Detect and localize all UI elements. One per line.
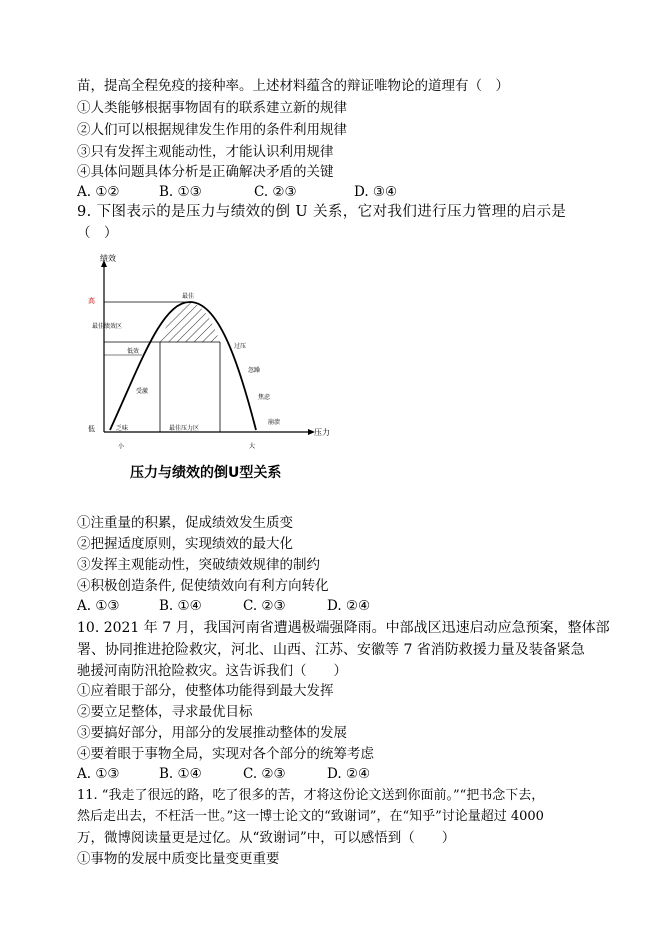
q8-option-2: ②人们可以根据规律发生作用的条件利用规律 xyxy=(77,122,347,138)
anxious-label: 忽躁 xyxy=(248,367,261,374)
excited-label: 受激 xyxy=(136,388,149,395)
q9-option-1: ①注重量的积累，促成绩效发生质变 xyxy=(77,515,293,531)
q8-option-1: ①人类能够根据事物固有的联系建立新的规律 xyxy=(77,100,347,116)
x-axis-label: 压力 xyxy=(314,428,330,437)
peak-label: 最佳 xyxy=(182,293,195,300)
q10-choice-c: C. ②③ xyxy=(243,766,286,782)
q11-option-1: ①事物的发展中质变比量变更重要 xyxy=(77,851,280,867)
best-perf-zone-label: 最佳绩效区 xyxy=(92,323,123,330)
q9-option-4: ④积极创造条件, 促使绩效向有利方向转化 xyxy=(77,578,329,594)
q9-stem-line1: 9. 下图表示的是压力与绩效的倒 U 关系，它对我们进行压力管理的启示是 xyxy=(77,204,567,220)
q10-stem-line3: 驰援河南防汛抢险救灾。这告诉我们（ ） xyxy=(77,663,347,679)
q11-stem-line1: 11. “我走了很远的路，吃了很多的苦，才将这份论文送到你面前。”“把书念下去， xyxy=(77,788,545,803)
burnout-label: 焦虑 xyxy=(258,394,271,401)
q8-option-3: ③只有发挥主观能动性，才能认识利用规律 xyxy=(77,144,334,160)
q8-option-4: ④具体问题具体分析是正确解决矛盾的关键 xyxy=(77,164,334,180)
low-eff-label: 低效 xyxy=(127,348,140,355)
q9-stem-line2: （ ） xyxy=(77,225,118,241)
y-low-label: 低 xyxy=(88,425,95,433)
q9-option-3: ③发挥主观能动性，突破绩效规律的制约 xyxy=(77,557,320,573)
q10-option-1: ①应着眼于部分，使整体功能得到最大发挥 xyxy=(77,683,334,699)
figure-caption: 压力与绩效的倒U型关系 xyxy=(130,465,282,481)
q8-choice-c: C. ②③ xyxy=(254,184,297,200)
q10-stem-line2: 署、协同推进抢险救灾，河北、山西、江苏、安徽等 7 省消防救援力量及装备紧急 xyxy=(77,642,585,658)
collapse-label: 崩溃 xyxy=(268,419,281,426)
q9-choice-a: A. ①③ xyxy=(77,598,120,614)
q11-stem-line2: 然后走出去，不枉活一世。”这一博士论文的“致谢词”，在“知乎”讨论量超过 4000 xyxy=(77,809,544,824)
q9-choice-d: D. ②④ xyxy=(327,598,371,614)
q8-choice-a: A. ①② xyxy=(77,184,120,200)
pressure-performance-figure xyxy=(82,250,352,460)
q9-choices xyxy=(77,597,370,615)
x-large-label: 大 xyxy=(249,443,256,450)
q10-stem-line1: 10. 2021 年 7 月，我国河南省遭遇极端强降雨。中部战区迅速启动应急预案，整体部 xyxy=(77,620,610,636)
q10-choices xyxy=(77,765,370,783)
q10-option-3: ③要搞好部分，用部分的发展推动整体的发展 xyxy=(77,725,347,741)
q9-option-2: ②把握适度原则，实现绩效的最大化 xyxy=(77,536,293,552)
q8-choice-b: B. ①③ xyxy=(159,184,202,200)
q10-option-4: ④要着眼于事物全局，实现对各个部分的统筹考虑 xyxy=(77,746,374,762)
bored-label: 乏味 xyxy=(116,425,129,432)
best-zone-hatch xyxy=(160,302,220,342)
q8-stem-tail: 苗，提高全程免疫的接种率。上述材料蕴含的辩证唯物论的道理有（ ） xyxy=(77,78,509,94)
q10-option-2: ②要立足整体，寻求最优目标 xyxy=(77,704,253,720)
x-small-label: 小 xyxy=(118,443,125,450)
q11-stem-line3: 万，微博阅读量更是过亿。从“致谢词”中，可以感悟到（ ） xyxy=(77,830,456,846)
q9-choice-c: C. ②③ xyxy=(243,598,286,614)
q8-choices xyxy=(77,183,397,201)
best-pressure-label: 最佳压力区 xyxy=(169,425,200,432)
over-pressure-label: 过压 xyxy=(234,343,247,350)
q9-choice-b: B. ①④ xyxy=(159,598,202,614)
q10-choice-a: A. ①③ xyxy=(77,766,120,782)
y-high-label: 高 xyxy=(88,297,95,305)
q10-choice-d: D. ②④ xyxy=(327,766,371,782)
q10-choice-b: B. ①④ xyxy=(159,766,202,782)
y-axis-label: 绩效 xyxy=(100,254,116,263)
q8-choice-d: D. ③④ xyxy=(354,184,398,200)
